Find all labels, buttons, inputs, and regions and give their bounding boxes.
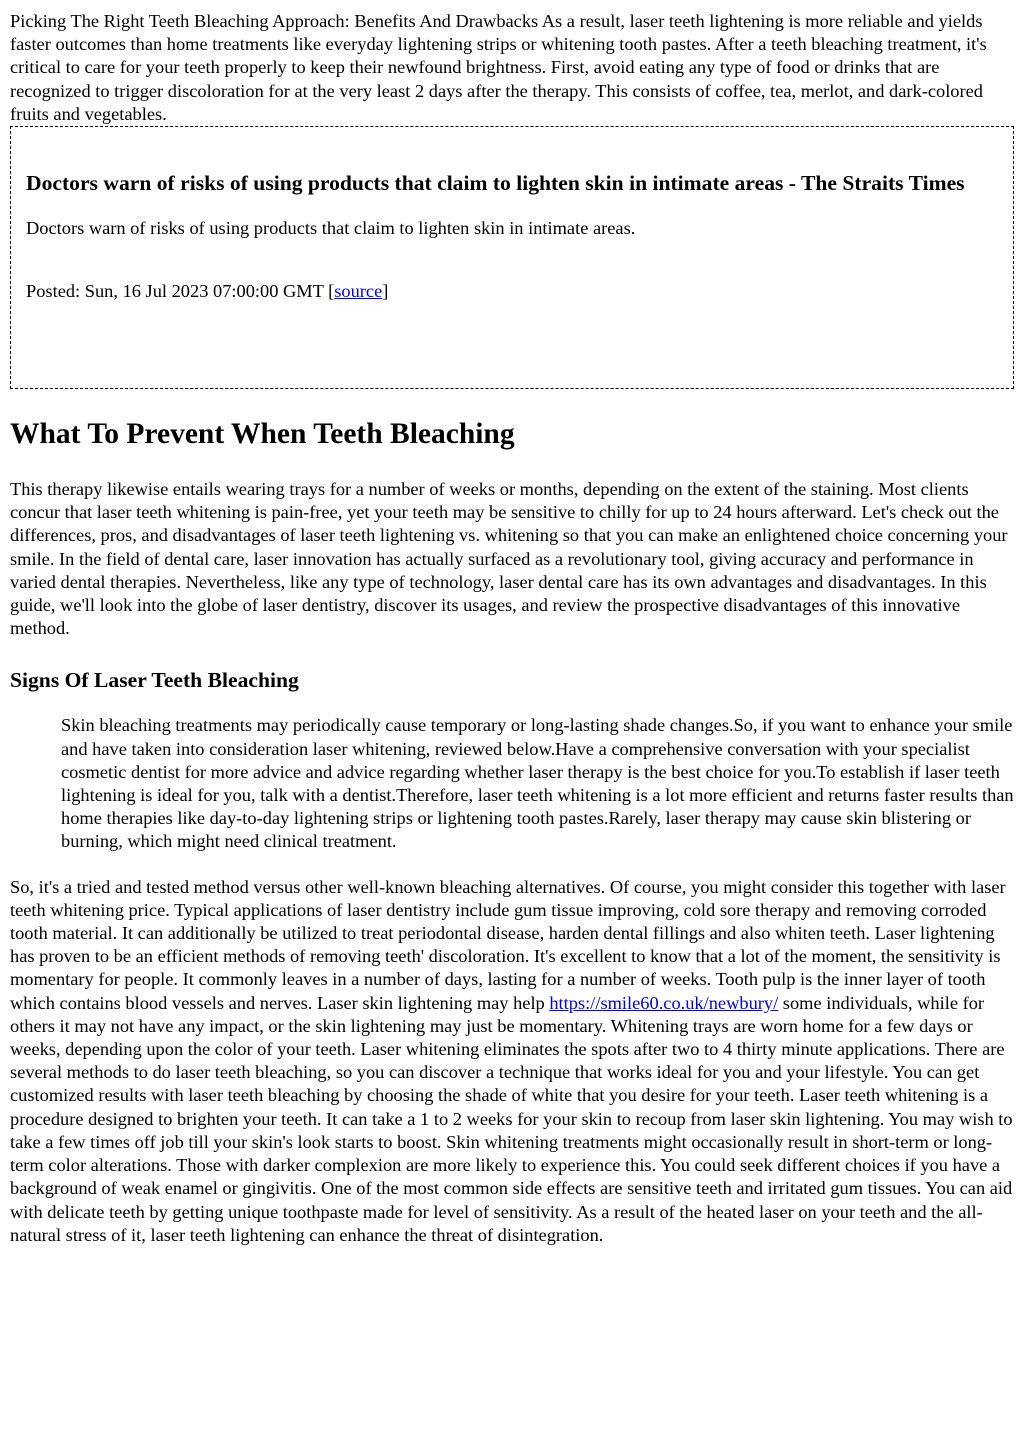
intro-paragraph: Picking The Right Teeth Bleaching Approach: Benefits And Drawbacks As a result, laser teeth lightening is more reliable and yields faster outcomes than home treatments like everyday lightening strips or whitening tooth pastes. After a teeth bleaching treatment, it's critical to care for your teeth properly to keep their newfound brightness. First, avoid eating any type of food or drinks that are recognized to trigger discoloration for at the very least 2 days after the therapy. This consists of coffee, tea, merlot, and dark-colored fruits and vegetables.	[10, 11, 987, 124]
body-paragraph	[10, 876, 1014, 1247]
news-card	[10, 126, 1014, 389]
body-text-before-link: So, it's a tried and tested method versus other well-known bleaching alternatives. Of course, you might consider this together with laser teeth whitening price. Typical applications of laser dentistry include gum tissue improving, cold sore therapy and removing corroded tooth material. It can additionally be utilized to treat periodontal disease, harden dental fillings and also whiten teeth. Laser lightening has proven to be an efficient methods of removing teeth' discoloration. It's excellent to know that a lot of the moment, the sensitivity is momentary for people. It commonly leaves in a number of days, lasting for a number of weeks. Tooth pulp is the inner layer of tooth which contains blood vessels and nerves. Laser skin lightening may help	[10, 876, 1006, 1013]
posted-date: Posted: Sun, 16 Jul 2023 07:00:00 GMT [	[26, 281, 335, 302]
body-text-after-link: some individuals, while for others it may not have any impact, or the skin lightening may just be momentary. Whitening trays are worn home for a few days or weeks, depending upon the color of your teeth. Laser whitening eliminates the spots after two to 4 thirty minute applications. There are several methods to do laser teeth bleaching, so you can discover a technique that works ideal for you and your lifestyle. You can get customized results with laser teeth bleaching by choosing the shade of white that you desire for your teeth. Laser teeth whitening is a procedure designed to brighten your teeth. It can take a 1 to 2 weeks for your skin to recoup from laser skin lightening. You may wish to take a few times off job till your skin's look starts to boost. Skin whitening treatments might occasionally result in short-term or long-term color alterations. Those with darker complexion are more likely to experience this. You could seek different choices if you have a background of weak enamel or gingivitis. One of the most common side effects are sensitive teeth and irritated gum tissues. You can aid with delicate teeth by getting unique toothpaste made for level of sensitivity. As a result of the heated laser on your teeth and the all-natural stress of it, laser teeth lightening can enhance the threat of disintegration.	[10, 992, 1013, 1245]
section-heading-prevent: What To Prevent When Teeth Bleaching	[10, 418, 515, 451]
news-title: Doctors warn of risks of using products that claim to lighten skin in intimate areas - The Straits Times	[26, 171, 965, 196]
news-posted-line	[26, 280, 998, 303]
smile60-link[interactable]: https://smile60.co.uk/newbury/	[549, 992, 779, 1013]
posted-close-bracket: ]	[382, 281, 389, 302]
section-paragraph-prevent: This therapy likewise entails wearing trays for a number of weeks or months, depending on the extent of the staining. Most clients concur that laser teeth whitening is pain-free, yet your teeth may be sensitive to chilly for up to 24 hours afterward. Let's check out the differences, pros, and disadvantages of laser teeth lightening vs. whitening so that you can make an enlightened choice concerning your smile. In the field of dental care, laser innovation has actually surfaced as a revolutionary tool, giving accuracy and performance in varied dental therapies. Nevertheless, like any type of technology, laser dental care has its own advantages and disadvantages. In this guide, we'll look into the globe of laser dentistry, discover its usages, and review the prospective disadvantages of this innovative method.	[10, 479, 1008, 639]
source-link[interactable]: source	[334, 281, 383, 302]
news-description: Doctors warn of risks of using products that claim to lighten skin in intimate areas.	[26, 218, 636, 239]
section-heading-signs: Signs Of Laser Teeth Bleaching	[10, 668, 299, 693]
signs-blockquote: Skin bleaching treatments may periodically cause temporary or long-lasting shade changes.So, if you want to enhance your smile and have taken into consideration laser whitening, reviewed below.Have a comprehensive conversation with your specialist cosmetic dentist for more advice and advice regarding whether laser therapy is the best choice for you.To establish if laser teeth lightening is ideal for you, talk with a dentist.Therefore, laser teeth whitening is a lot more efficient and returns faster results than home therapies like day-to-day lightening strips or lightening tooth pastes.Rarely, laser therapy may cause skin blistering or burning, which might need clinical treatment.	[61, 715, 1014, 852]
